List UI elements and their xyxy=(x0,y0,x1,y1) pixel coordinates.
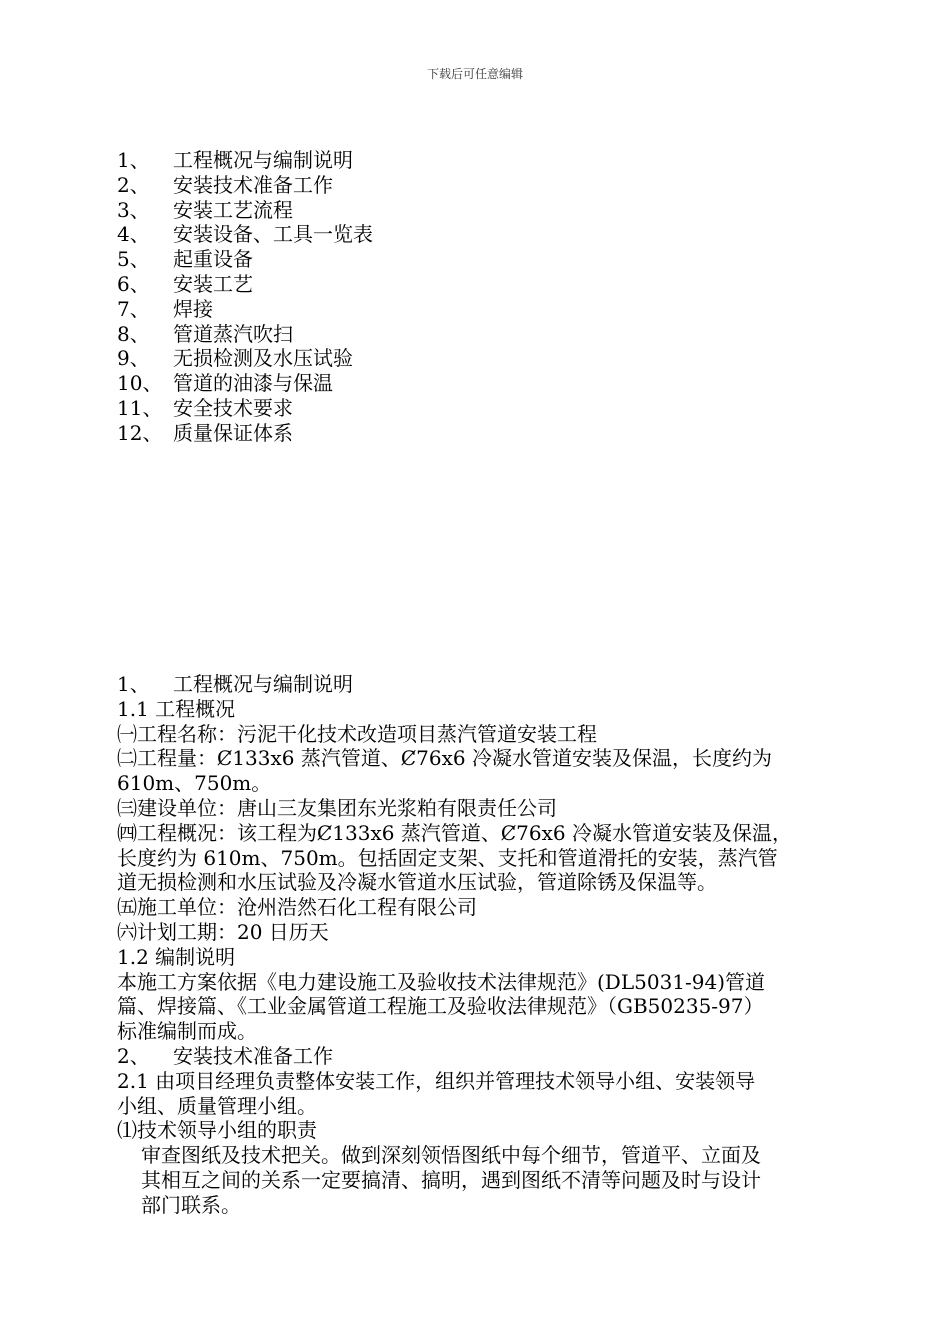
toc-number: 9、 xyxy=(117,346,150,371)
toc-item xyxy=(117,346,837,371)
toc-item xyxy=(117,371,837,396)
toc-number: 5、 xyxy=(117,247,150,272)
toc-title: 无损检测及水压试验 xyxy=(173,346,353,371)
overview-line-1: ㈣工程概况：该工程为Ȼ133x6 蒸汽管道、Ȼ76x6 冷凝水管道安装及保温， xyxy=(117,820,792,845)
toc-item xyxy=(117,247,837,272)
section-1-heading xyxy=(117,672,837,697)
header-note: 下载后可任意编辑 xyxy=(426,67,523,81)
toc-title: 质量保证体系 xyxy=(173,420,293,445)
duty-line-3: 部门联系。 xyxy=(141,1192,241,1217)
quantity-line-2: 610m、750m。 xyxy=(117,771,272,796)
owner-unit: ㈢建设单位：唐山三友集团东光浆粕有限责任公司 xyxy=(117,795,557,820)
toc-title: 安装工艺流程 xyxy=(173,197,293,222)
toc-number: 7、 xyxy=(117,296,150,321)
basis-line-3: 标准编制而成。 xyxy=(117,1019,257,1044)
toc-title: 安装工艺 xyxy=(173,271,253,296)
toc-item xyxy=(117,173,837,198)
organization-line-2: 小组、质量管理小组。 xyxy=(117,1093,317,1118)
section-title: 工程概况与编制说明 xyxy=(173,672,353,696)
toc-item xyxy=(117,222,837,247)
document-body xyxy=(117,672,837,1218)
contractor-unit: ㈤施工单位：沧州浩然石化工程有限公司 xyxy=(117,895,477,920)
quantity-line-1: ㈡工程量：Ȼ133x6 蒸汽管道、Ȼ76x6 冷凝水管道安装及保温，长度约为 xyxy=(117,746,772,771)
section-number: 1、 xyxy=(117,672,150,696)
subsection-title: 1.1 工程概况 xyxy=(117,696,236,721)
toc-title: 安全技术要求 xyxy=(173,395,293,420)
toc-item xyxy=(117,421,837,446)
toc-number: 8、 xyxy=(117,321,150,346)
basis-line-2: 篇、焊接篇、《工业金属管道工程施工及验收法律规范》（GB50235-97） xyxy=(117,994,764,1019)
toc-item xyxy=(117,396,837,421)
toc-title: 工程概况与编制说明 xyxy=(173,148,353,172)
toc-item xyxy=(117,297,837,322)
planned-duration: ㈥计划工期：20 日历天 xyxy=(117,919,329,944)
toc-item xyxy=(117,272,837,297)
toc-item xyxy=(117,198,837,223)
toc-title: 焊接 xyxy=(173,296,213,321)
duty-title: ⑴技术领导小组的职责 xyxy=(117,1118,317,1143)
toc-item xyxy=(117,322,837,347)
duty-line-1: 审查图纸及技术把关。做到深刻领悟图纸中每个细节，管道平、立面及 xyxy=(141,1143,761,1168)
basis-line-1: 本施工方案依据《电力建设施工及验收技术法律规范》(DL5031-94)管道 xyxy=(117,969,766,994)
toc-number: 12、 xyxy=(117,420,163,445)
toc-title: 管道蒸汽吹扫 xyxy=(173,321,293,346)
overview-line-3: 道无损检测和水压试验及冷凝水管道水压试验，管道除锈及保温等。 xyxy=(117,870,717,895)
toc-number: 6、 xyxy=(117,271,150,296)
section-number: 2、 xyxy=(117,1043,150,1068)
subsection-title: 1.2 编制说明 xyxy=(117,944,236,969)
toc-number: 2、 xyxy=(117,172,150,197)
toc-title: 安装技术准备工作 xyxy=(173,172,333,197)
toc-title: 管道的油漆与保温 xyxy=(173,371,333,396)
toc-title: 安装设备、工具一览表 xyxy=(173,222,373,247)
duty-line-2: 其相互之间的关系一定要搞清、搞明，遇到图纸不清等问题及时与设计 xyxy=(141,1167,761,1192)
section-title: 安装技术准备工作 xyxy=(173,1043,333,1068)
table-of-contents xyxy=(117,148,837,446)
project-name: ㈠工程名称：污泥干化技术改造项目蒸汽管道安装工程 xyxy=(117,721,597,746)
toc-number: 1、 xyxy=(117,148,150,172)
organization-line-1: 2.1 由项目经理负责整体安装工作，组织并管理技术领导小组、安装领导 xyxy=(117,1068,756,1093)
toc-number: 11、 xyxy=(117,395,163,420)
toc-number: 10、 xyxy=(117,371,163,396)
toc-item xyxy=(117,148,837,173)
toc-number: 4、 xyxy=(117,222,150,247)
overview-line-2: 长度约为 610m、750m。包括固定支架、支托和管道滑托的安装，蒸汽管 xyxy=(117,845,778,870)
toc-number: 3、 xyxy=(117,197,150,222)
section-2-heading xyxy=(117,1044,837,1069)
toc-title: 起重设备 xyxy=(173,247,253,272)
